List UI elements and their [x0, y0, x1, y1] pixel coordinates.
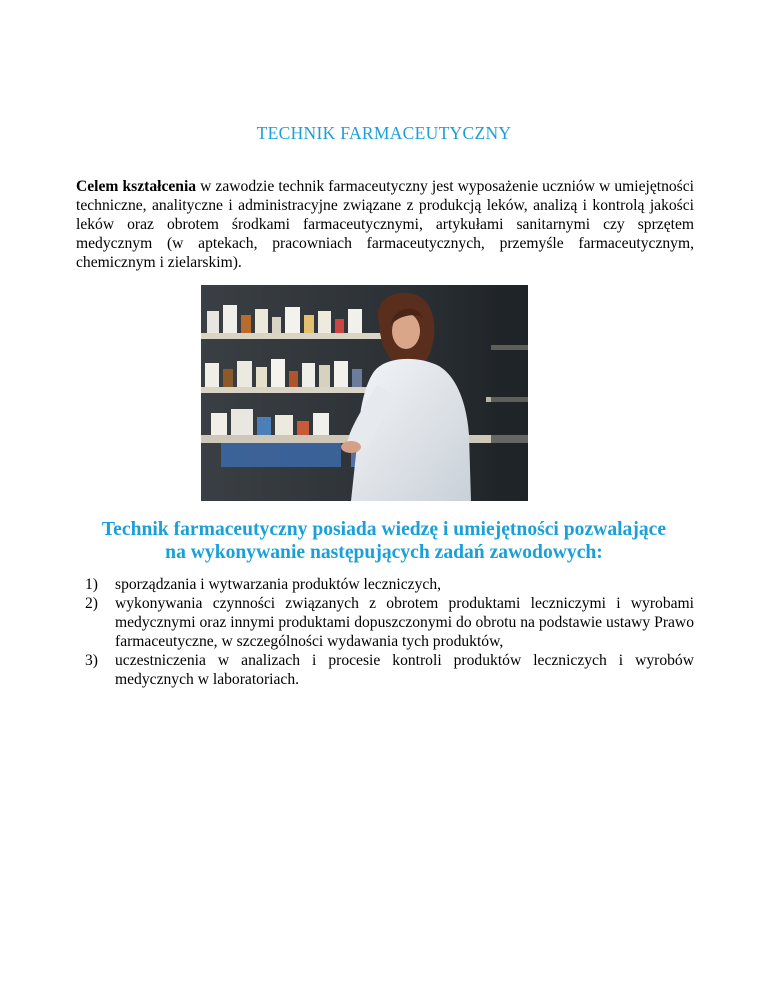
list-text: sporządzania i wytwarzania produktów leczniczych,	[115, 576, 442, 593]
section-heading	[60, 518, 708, 564]
list-text: wykonywania czynności związanych z obrotem produktami leczniczymi i wyrobami medycznymi oraz innymi produktami dopuszczonymi do obrotu na podstawie ustawy Prawo farmaceutyczne, w szczególności wydawania tych produktów,	[115, 595, 694, 650]
list-item	[85, 575, 694, 594]
pharmacist-illustration	[201, 285, 528, 501]
list-item	[85, 594, 694, 651]
list-number: 3)	[85, 652, 98, 669]
intro-paragraph	[76, 177, 694, 272]
list-text: uczestniczenia w analizach i procesie kontroli produktów leczniczych i wyrobów medycznych w laboratoriach.	[115, 652, 694, 688]
list-number: 2)	[85, 595, 98, 612]
section-heading-line2: na wykonywanie następujących zadań zawodowych:	[165, 542, 603, 563]
list-item	[85, 651, 694, 689]
tasks-list	[85, 575, 694, 689]
page-title: TECHNIK FARMACEUTYCZNY	[256, 123, 512, 143]
intro-lead: Celem kształcenia	[76, 178, 197, 195]
pharmacist-photo	[201, 285, 528, 501]
list-number: 1)	[85, 576, 98, 593]
intro-text: w zawodzie technik farmaceutyczny jest wyposażenie uczniów w umiejętności techniczne, analityczne i administracyjne związane z produkcją leków, analizą i kontrolą jakości leków oraz obrotem środkami farmaceutycznymi, artykułami sanitarnymi czy sprzętem medycznym (w aptekach, pracowniach farmaceutycznych, przemyśle farmaceutycznym, chemicznym i zielarskim).	[76, 178, 694, 271]
section-heading-line1: Technik farmaceutyczny posiada wiedzę i umiejętności pozwalające	[101, 519, 667, 540]
